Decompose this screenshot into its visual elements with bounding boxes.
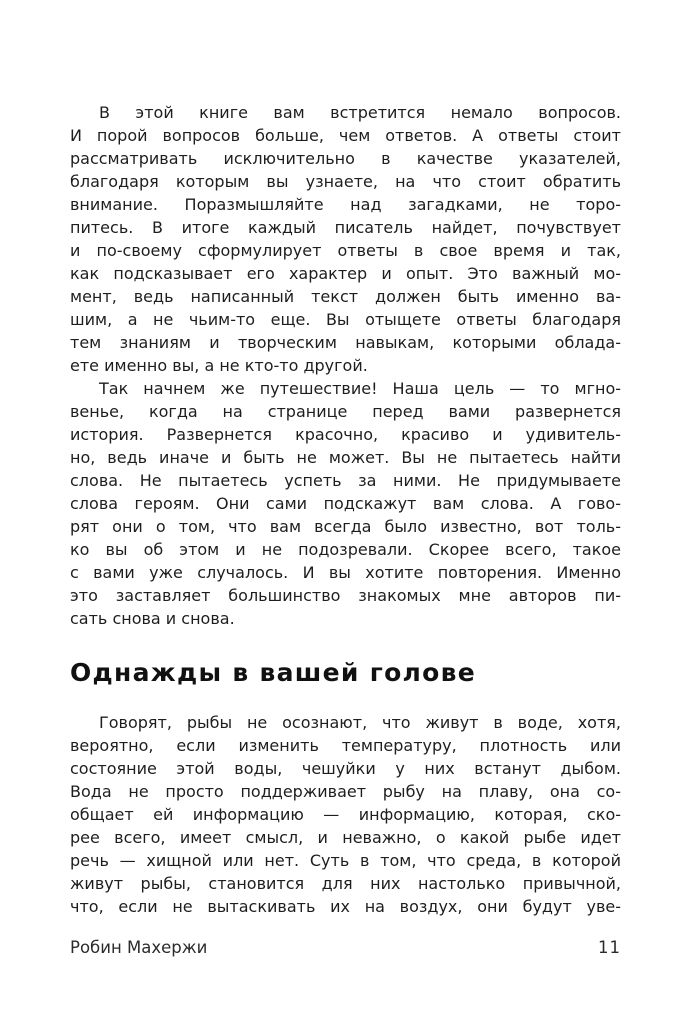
text-line: Вода не просто поддерживает рыбу на плаву, она со- [70, 782, 621, 801]
page-number: 11 [598, 938, 621, 957]
text-line: И порой вопросов больше, чем ответов. А ответы стоит [70, 126, 621, 145]
text-line: мент, ведь написанный текст должен быть именно ва- [70, 287, 621, 306]
page-footer [70, 938, 621, 957]
text-line: ко вы об этом и не подозревали. Скорее всего, такое [70, 540, 621, 559]
text-line: состояние этой воды, чешуйки у них встанут дыбом. [70, 759, 621, 778]
paragraph-2 [70, 377, 621, 630]
text-line: внимание. Поразмышляйте над загадками, не торо- [70, 195, 621, 214]
text-line: но, ведь иначе и быть не может. Вы не пытаетесь найти [70, 448, 621, 467]
text-line: рее всего, имеет смысл, и неважно, о какой рыбе идет [70, 828, 621, 847]
text-line: слова героям. Они сами подскажут вам слова. А гово- [70, 494, 621, 513]
text-line: вероятно, если изменить температуру, плотность или [70, 736, 621, 755]
text-line: общает ей информацию — информацию, которая, ско- [70, 805, 621, 824]
text-line: и по-своему сформулирует ответы в свое время и так, [70, 241, 621, 260]
text-line: это заставляет большинство знакомых мне авторов пи- [70, 586, 621, 605]
text-line: как подсказывает его характер и опыт. Это важный мо- [70, 264, 621, 283]
paragraph-1 [70, 101, 621, 377]
text-line: рассматривать исключительно в качестве указателей, [70, 149, 621, 168]
text-line: Так начнем же путешествие! Наша цель — то мгно- [99, 379, 621, 398]
text-line: ете именно вы, а не кто-то другой. [70, 356, 368, 375]
text-line: Говорят, рыбы не осознают, что живут в воде, хотя, [99, 713, 621, 732]
section-heading: Однажды в вашей голове [70, 658, 477, 687]
text-line: тем знаниям и творческим навыкам, которыми облада- [70, 333, 621, 352]
text-line: рят они о том, что вам всегда было известно, вот толь- [70, 517, 621, 536]
paragraph-3 [70, 711, 621, 918]
text-line: сать снова и снова. [70, 609, 235, 628]
text-line: с вами уже случалось. И вы хотите повторения. Именно [70, 563, 621, 582]
text-line: речь — хищной или нет. Суть в том, что среда, в которой [70, 851, 621, 870]
running-footer-author: Робин Махержи [70, 938, 208, 957]
text-line: венье, когда на странице перед вами развернется [70, 402, 621, 421]
text-line: что, если не вытаскивать их на воздух, они будут уве- [70, 897, 621, 916]
text-line: шим, а не чьим-то еще. Вы отыщете ответы благодаря [70, 310, 621, 329]
text-line: питесь. В итоге каждый писатель найдет, почувствует [70, 218, 621, 237]
text-line: В этой книге вам встретится немало вопросов. [99, 103, 621, 122]
text-line: живут рыбы, становится для них настолько привычной, [70, 874, 621, 893]
text-line: история. Развернется красочно, красиво и удивитель- [70, 425, 621, 444]
text-line: благодаря которым вы узнаете, на что стоит обратить [70, 172, 621, 191]
page-content [70, 101, 621, 918]
text-line: слова. Не пытаетесь успеть за ними. Не придумываете [70, 471, 621, 490]
